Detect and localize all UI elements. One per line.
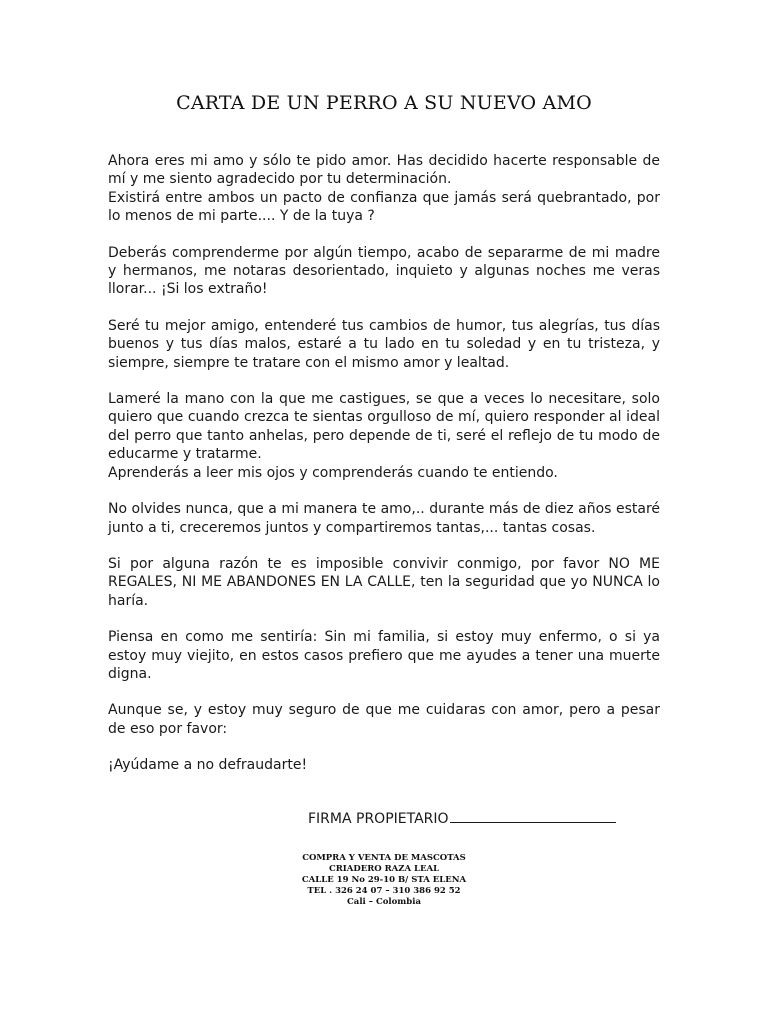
paragraph-5: No olvides nunca, que a mi manera te amo,.. durante más de diez años estaré junto a ti, creceremos juntos y compartiremos tantas,... tantas cosas.: [108, 501, 660, 536]
footer-contact: [0, 853, 768, 908]
signature-label: FIRMA PROPIETARIO: [308, 811, 449, 827]
paragraph-2: Deberás comprenderme por algún tiempo, acabo de separarme de mi madre y hermanos, me notaras desorientado, inquieto y algunas noches me veras llorar... ¡Si los extraño!: [108, 244, 660, 298]
paragraph-6: Si por alguna razón te es imposible convivir conmigo, por favor NO ME REGALES, NI ME ABANDONES EN LA CALLE, ten la seguridad que yo NUNCA lo haría.: [108, 555, 660, 609]
footer-line-kennel: CRIADERO RAZA LEAL: [328, 864, 440, 874]
signature-block: [308, 810, 616, 827]
footer-line-address: CALLE 19 No 29-10 B/ STA ELENA: [301, 875, 467, 885]
paragraph-1-part-1: Ahora eres mi amo y sólo te pido amor. Has decidido hacerte responsable de mí y me siento agradecido por tu determinación.: [108, 153, 660, 188]
footer-line-city: Cali – Colombia: [347, 897, 421, 907]
letter-body: [108, 152, 660, 793]
paragraph-9: ¡Ayúdame a no defraudarte!: [108, 757, 308, 774]
paragraph-7: Piensa en como me sentiría: Sin mi familia, si estoy muy enfermo, o si ya estoy muy viejito, en estos casos prefiero que me ayudes a tener una muerte digna.: [108, 629, 660, 682]
footer-line-business: COMPRA Y VENTA DE MASCOTAS: [302, 853, 466, 863]
signature-line: [450, 810, 616, 823]
paragraph-4-part-2: Aprenderás a leer mis ojos y comprenderás cuando te entiendo.: [108, 464, 558, 481]
paragraph-4-part-1: Lameré la mano con la que me castigues, se que a veces lo necesitare, solo quiero que cuando crezca te sientas orgulloso de mí, quiero responder al ideal del perro que tanto anhelas, pero depende de ti, seré el reflejo de tu modo de educarme y tratarme.: [108, 391, 660, 463]
paragraph-4: [108, 390, 660, 482]
paragraph-1-part-2: Existirá entre ambos un pacto de confianza que jamás será quebrantado, por lo menos de mi parte.... Y de la tuya ?: [108, 189, 660, 225]
footer-line-phone: TEL . 326 24 07 – 310 386 92 52: [307, 886, 461, 896]
paragraph-3: Seré tu mejor amigo, entenderé tus cambios de humor, tus alegrías, tus días buenos y tus días malos, estaré a tu lado en tu soledad y en tu tristeza, y siempre, siempre te tratare con el mismo amor y lealtad.: [108, 317, 660, 371]
paragraph-1: [108, 152, 660, 226]
page-title: CARTA DE UN PERRO A SU NUEVO AMO: [176, 92, 592, 114]
paragraph-8: Aunque se, y estoy muy seguro de que me cuidaras con amor, pero a pesar de eso por favor:: [108, 702, 660, 737]
